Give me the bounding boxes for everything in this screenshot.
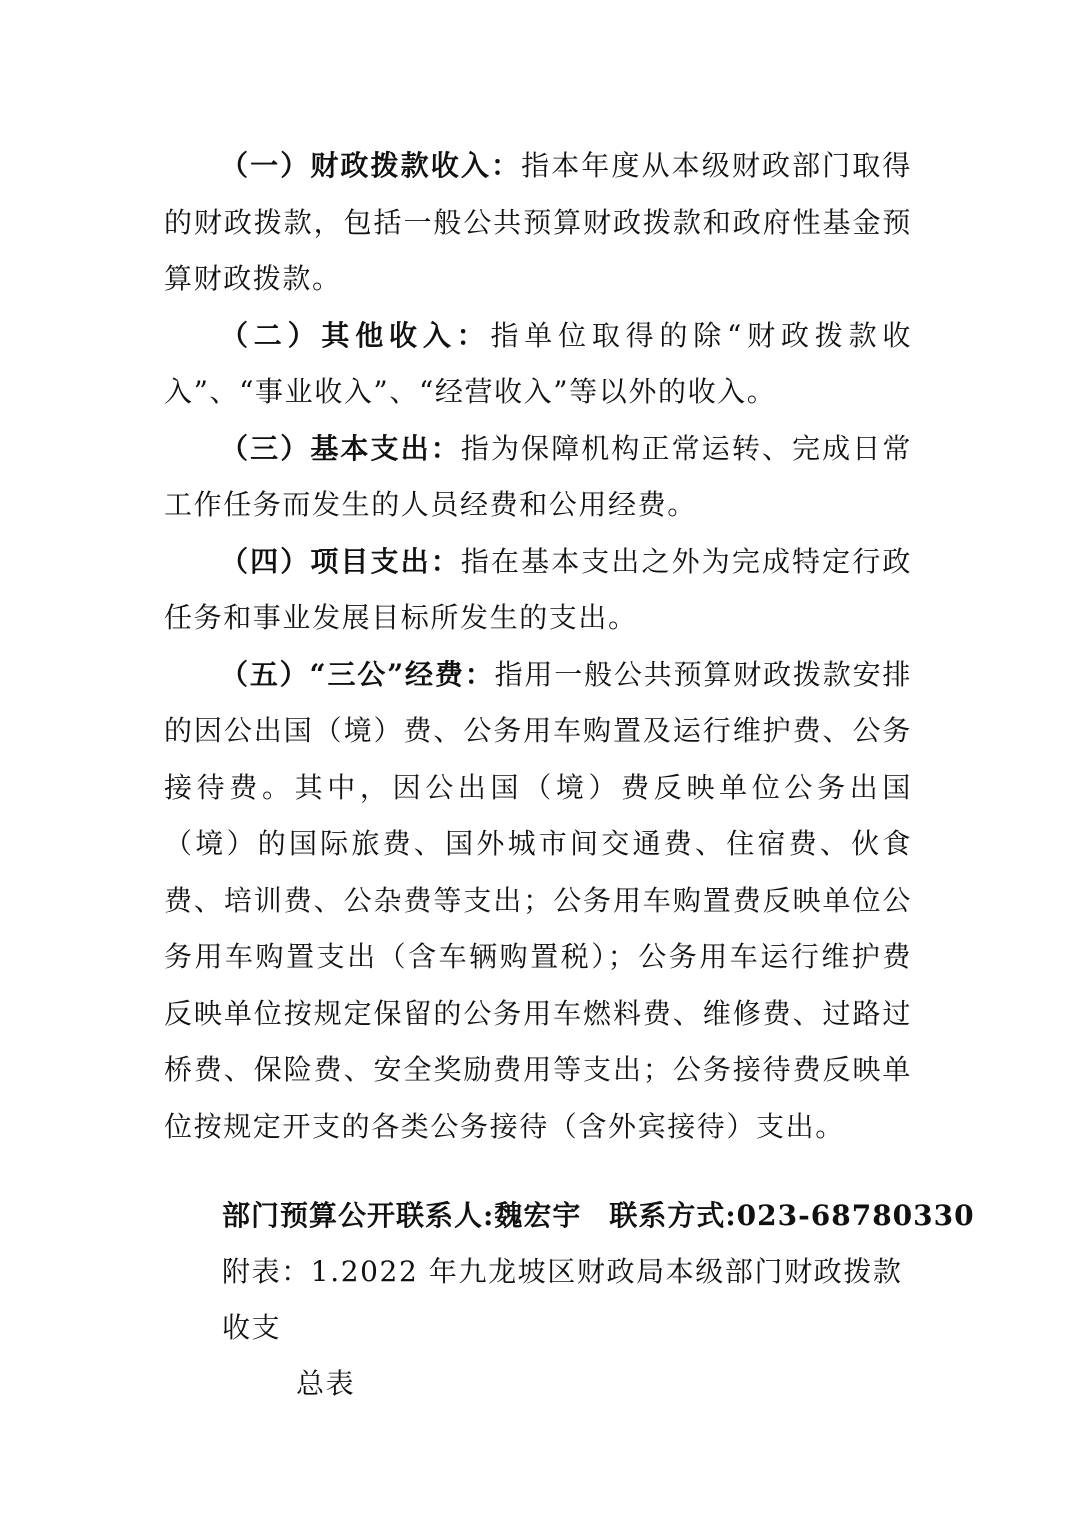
attachment-note <box>222 1244 912 1412</box>
definition-term-1: （一）财政拨款收入： <box>220 149 522 182</box>
definition-text-1: 指本年度从本级财政部门取得的财政拨款，包括一般公共预算财政拨款和政府性基金预算财政拨款。 <box>164 149 912 295</box>
definition-text-3: 指为保障机构正常运转、完成日常工作任务而发生的人员经费和公用经费。 <box>164 431 912 521</box>
contact-phone: 联系方式:023-68780330 <box>609 1199 975 1232</box>
definition-text-2: 指单位取得的除“财政拨款收入”、“事业收入”、“经营收入”等以外的收入。 <box>164 318 912 408</box>
definition-paragraph-2 <box>164 308 912 421</box>
definition-text-4: 指在基本支出之外为完成特定行政任务和事业发展目标所发生的支出。 <box>164 544 912 634</box>
contact-person: 部门预算公开联系人:魏宏宇 <box>222 1199 582 1232</box>
definition-paragraph-4 <box>164 534 912 647</box>
definitions-section <box>164 138 912 1155</box>
definition-paragraph-5 <box>164 647 912 1156</box>
definition-term-3: （三）基本支出： <box>220 431 461 465</box>
contact-line <box>222 1190 975 1242</box>
definition-term-5: （五）“三公”经费： <box>220 657 495 691</box>
definition-term-2: （二）其他收入： <box>220 318 491 352</box>
attachment-line-2: 总表 <box>296 1367 356 1400</box>
definition-paragraph-1 <box>164 138 912 308</box>
attachment-line-1: 附表：1.2022 年九龙坡区财政局本级部门财政拨款收支 <box>222 1255 903 1344</box>
definition-paragraph-3 <box>164 421 912 534</box>
definition-term-4: （四）项目支出： <box>220 544 461 578</box>
definition-text-5: 指用一般公共预算财政拨款安排的因公出国（境）费、公务用车购置及运行维护费、公务接待费。其中，因公出国（境）费反映单位公务出国（境）的国际旅费、国外城市间交通费、住宿费、伙食费、培训费、公杂费等支出；公务用车购置费反映单位公务用车购置支出（含车辆购置税）；公务用车运行维护费反映单位按规定保留的公务用车燃料费、维修费、过路过桥费、保险费、安全奖励费用等支出；公务接待费反映单位按规定开支的各类公务接待（含外宾接待）支出。 <box>164 657 913 1143</box>
